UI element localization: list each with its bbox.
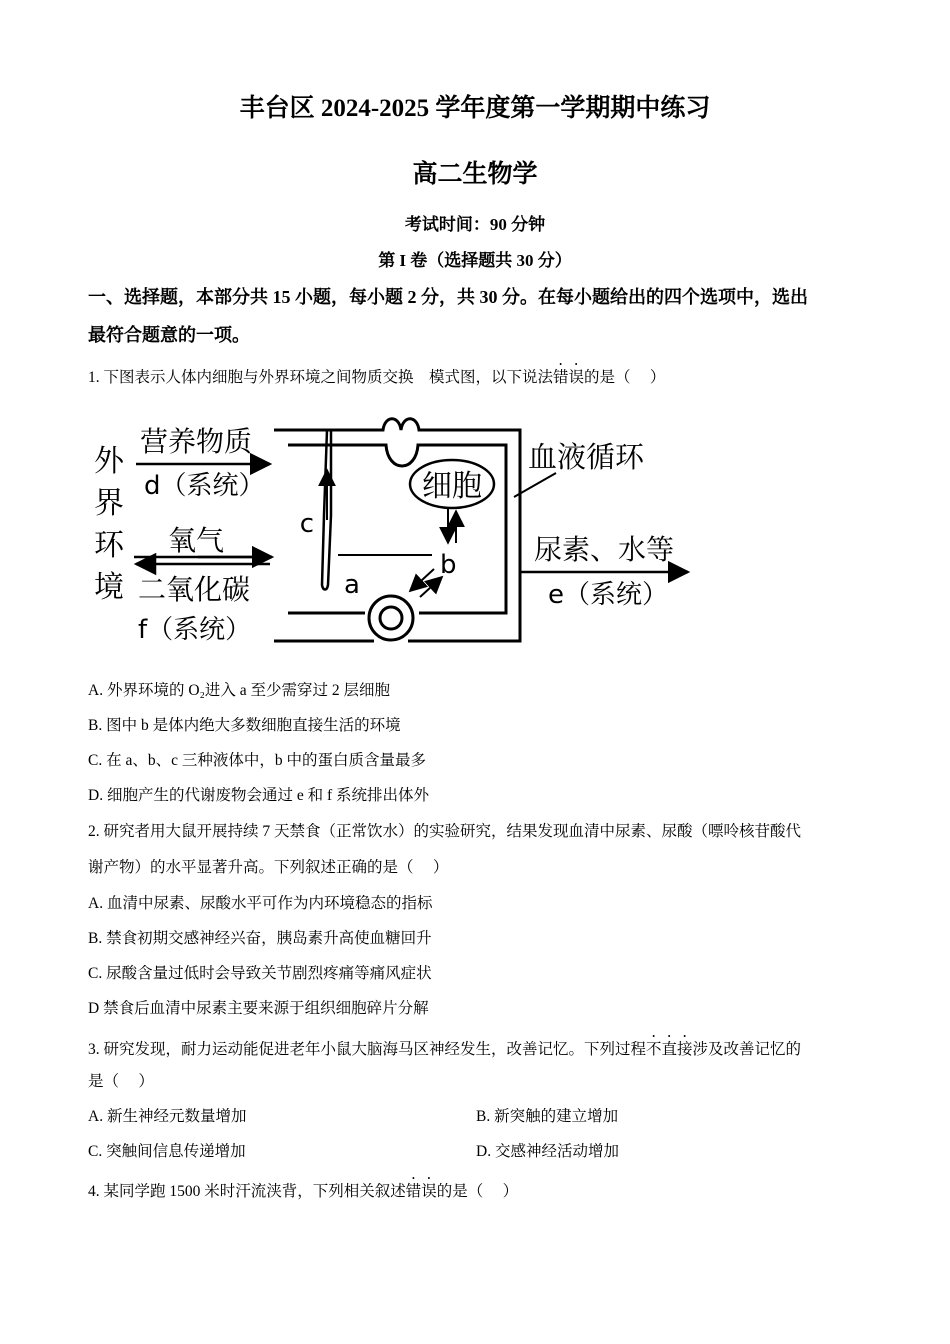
section-instruction-line1: 一、选择题，本部分共 15 小题，每小题 2 分，共 30 分。在每小题给出的四个选项中，选出 <box>88 287 808 307</box>
outside-char-1: 外 <box>94 444 124 479</box>
label-b: b <box>440 550 457 580</box>
question-3-stem-line2: 是（ ） <box>88 1073 154 1090</box>
outside-char-3: 环 <box>94 528 124 563</box>
page-title: 丰台区 2024-2025 学年度第一学期期中练习 <box>239 95 711 122</box>
q1-option-a[interactable]: A. 外界环境的 O₂进入 a 至少需穿过 2 层细胞 <box>88 682 391 699</box>
urea-label: 尿素、水等 <box>534 533 675 566</box>
question-2-stem-line1: 2. 研究者用大鼠开展持续 7 天禁食（正常饮水）的实验研究，结果发现血清中尿素、尿酸（嘌呤核苷酸代 <box>88 823 802 840</box>
q3-option-c[interactable]: C. 突触间信息传递增加 <box>88 1143 246 1160</box>
d-system-label: d（系统） <box>144 471 265 501</box>
label-a: a <box>344 570 360 600</box>
f-system-label: f（系统） <box>138 615 252 645</box>
q3-stem-b: 涉及改善记忆的 <box>692 1041 802 1058</box>
outside-char-4: 境 <box>94 570 124 605</box>
question-3-stem-line1 <box>88 1032 801 1059</box>
q1-option-c[interactable]: C. 在 a、b、c 三种液体中，b 中的蛋白质含量最多 <box>88 752 426 769</box>
question-4-stem <box>88 1174 518 1201</box>
question-1-stem <box>88 360 665 387</box>
q1-stem-b: 的是（ ） <box>584 369 666 386</box>
cell-label: 细胞 <box>422 469 482 504</box>
label-c: c <box>299 509 314 539</box>
outside-char-2: 界 <box>94 486 124 521</box>
page-subtitle: 高二生物学 <box>412 161 538 188</box>
exam-time: 考试时间：90 分钟 <box>404 215 546 234</box>
q2-option-d[interactable]: D 禁食后血清中尿素主要来源于组织细胞碎片分解 <box>88 1000 429 1017</box>
q3-option-d[interactable]: D. 交感神经活动增加 <box>476 1143 619 1160</box>
question-2-stem-line2: 谢产物）的水平显著升高。下列叙述正确的是（ ） <box>88 859 449 876</box>
q1-option-b[interactable]: B. 图中 b 是体内绝大多数细胞直接生活的环境 <box>88 717 401 734</box>
q4-stem-emphasis: 错误 <box>405 1183 437 1200</box>
blood-circulation-label: 血液循环 <box>528 440 645 474</box>
nutrient-label: 营养物质 <box>140 425 253 458</box>
e-system-label: e（系统） <box>548 580 668 610</box>
q1-stem-a: 1. 下图表示人体内细胞与外界环境之间物质交换 模式图，以下说法 <box>88 369 554 386</box>
co2-label: 二氧化碳 <box>138 573 251 606</box>
q3-option-b[interactable]: B. 新突触的建立增加 <box>476 1108 619 1125</box>
oxygen-label: 氧气 <box>168 524 225 557</box>
q2-option-c[interactable]: C. 尿酸含量过低时会导致关节剧烈疼痛等痛风症状 <box>88 965 432 982</box>
q4-stem-b: 的是（ ） <box>436 1183 519 1200</box>
q3-option-a[interactable]: A. 新生神经元数量增加 <box>88 1108 247 1125</box>
vessel-inner-circle <box>380 607 402 629</box>
q2-option-b[interactable]: B. 禁食初期交感神经兴奋，胰岛素升高使血糖回升 <box>88 930 432 947</box>
q3-stem-a: 3. 研究发现，耐力运动能促进老年小鼠大脑海马区神经发生，改善记忆。下列过程 <box>88 1041 647 1058</box>
volume-title: 第 I 卷（选择题共 30 分） <box>378 251 572 270</box>
section-instruction-line2: 最符合题意的一项。 <box>88 325 250 345</box>
q2-option-a[interactable]: A. 血清中尿素、尿酸水平可作为内环境稳态的指标 <box>88 895 433 912</box>
q4-stem-a: 4. 某同学跑 1500 米时汗流浃背，下列相关叙述 <box>88 1183 406 1200</box>
q1-option-d[interactable]: D. 细胞产生的代谢废物会通过 e 和 f 系统排出体外 <box>88 787 429 804</box>
q1-stem-emphasis: 错误 <box>553 369 585 386</box>
exchange-diagram <box>88 405 698 665</box>
q3-stem-emphasis: 不直接 <box>646 1041 693 1058</box>
